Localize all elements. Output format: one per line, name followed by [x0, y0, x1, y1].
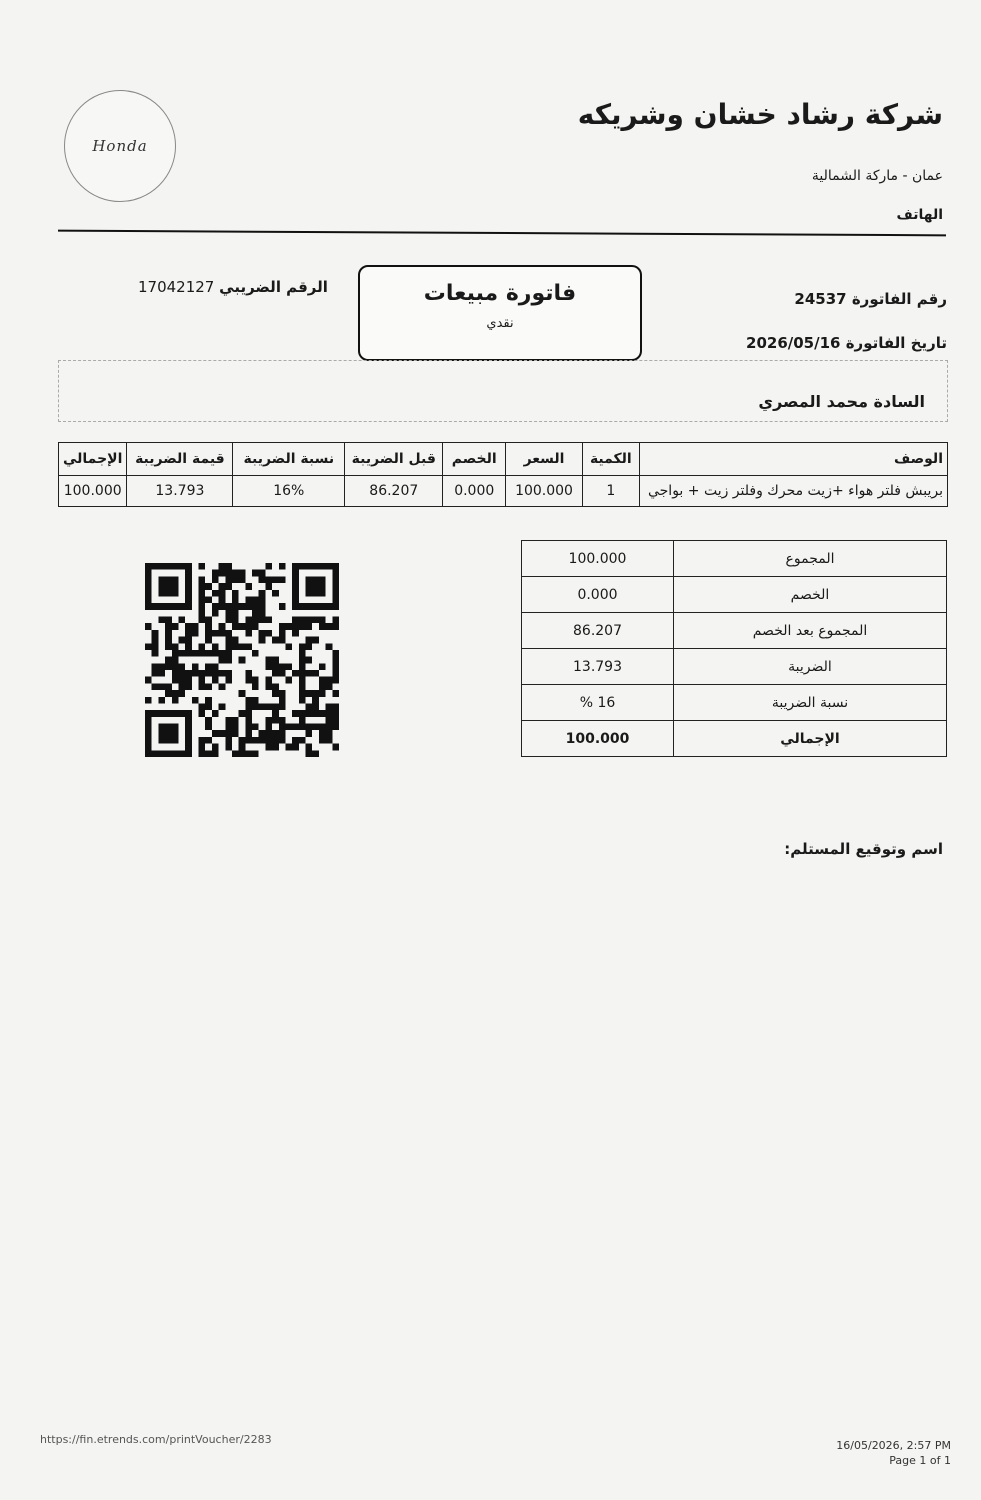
cell-tax-value: 13.793: [127, 476, 233, 507]
col-price: السعر: [506, 443, 583, 476]
page-number: Page 1 of 1: [889, 1454, 951, 1467]
customer-name: السادة محمد المصري: [758, 392, 925, 411]
col-quantity: الكمية: [582, 443, 639, 476]
col-tax-rate: نسبة الضريبة: [233, 443, 345, 476]
totals-label: المجموع: [674, 541, 947, 577]
customer-box: [58, 360, 948, 422]
payment-type: نقدي: [486, 316, 514, 331]
cell-before-tax: 86.207: [345, 476, 443, 507]
tax-number: [138, 278, 328, 296]
col-tax-value: قيمة الضريبة: [127, 443, 233, 476]
cell-discount: 0.000: [443, 476, 506, 507]
footer-url: https://fin.etrends.com/printVoucher/2283: [40, 1433, 272, 1446]
totals-value: 0.000: [522, 577, 674, 613]
totals-label: المجموع بعد الخصم: [674, 613, 947, 649]
totals-row-grand-total: [522, 721, 947, 757]
header-divider: [58, 230, 946, 237]
table-row: [59, 476, 948, 507]
invoice-date-value: 2026/05/16: [746, 334, 841, 352]
totals-row-tax: [522, 649, 947, 685]
items-table: [58, 442, 948, 507]
totals-row-after-discount: [522, 613, 947, 649]
invoice-date: [746, 334, 947, 352]
totals-row-sum: [522, 541, 947, 577]
totals-label: نسبة الضريبة: [674, 685, 947, 721]
col-total: الإجمالي: [59, 443, 127, 476]
phone-label: الهاتف: [896, 207, 943, 223]
company-name: شركة رشاد خشان وشريكه: [577, 98, 943, 131]
totals-label: الإجمالي: [674, 721, 947, 757]
receiver-signature-label: اسم وتوقيع المستلم:: [784, 840, 943, 858]
col-before-tax: قبل الضريبة: [345, 443, 443, 476]
company-logo: [64, 90, 176, 202]
totals-row-tax-rate: [522, 685, 947, 721]
totals-value: 86.207: [522, 613, 674, 649]
invoice-title: فاتورة مبيعات: [423, 281, 577, 306]
footer-print-info: [836, 1438, 951, 1468]
tax-number-value: 17042127: [138, 278, 215, 296]
invoice-number-label: رقم الفاتورة: [851, 290, 947, 308]
totals-row-discount: [522, 577, 947, 613]
qr-modules: [145, 563, 339, 757]
qr-code: [145, 561, 339, 759]
totals-value: 16 %: [522, 685, 674, 721]
logo-text: Honda: [92, 137, 148, 155]
invoice-number-value: 24537: [794, 290, 847, 308]
totals-value: 100.000: [522, 721, 674, 757]
col-description: الوصف: [639, 443, 947, 476]
company-address: عمان - ماركة الشمالية: [811, 168, 943, 184]
invoice-number: [794, 290, 947, 308]
cell-price: 100.000: [506, 476, 583, 507]
items-header-row: [59, 443, 948, 476]
tax-number-label: الرقم الضريبي: [219, 278, 328, 296]
invoice-date-label: تاريخ الفاتورة: [845, 334, 947, 352]
totals-table: [521, 540, 947, 757]
totals-label: الخصم: [674, 577, 947, 613]
totals-value: 13.793: [522, 649, 674, 685]
invoice-title-box: [358, 265, 642, 361]
cell-total: 100.000: [59, 476, 127, 507]
col-discount: الخصم: [443, 443, 506, 476]
cell-quantity: 1: [582, 476, 639, 507]
cell-description: بريبش فلتر هواء +زيت محرك وفلتر زيت + بواجي: [639, 476, 947, 507]
cell-tax-rate: 16%: [233, 476, 345, 507]
totals-value: 100.000: [522, 541, 674, 577]
totals-label: الضريبة: [674, 649, 947, 685]
print-datetime: 16/05/2026, 2:57 PM: [836, 1439, 951, 1452]
